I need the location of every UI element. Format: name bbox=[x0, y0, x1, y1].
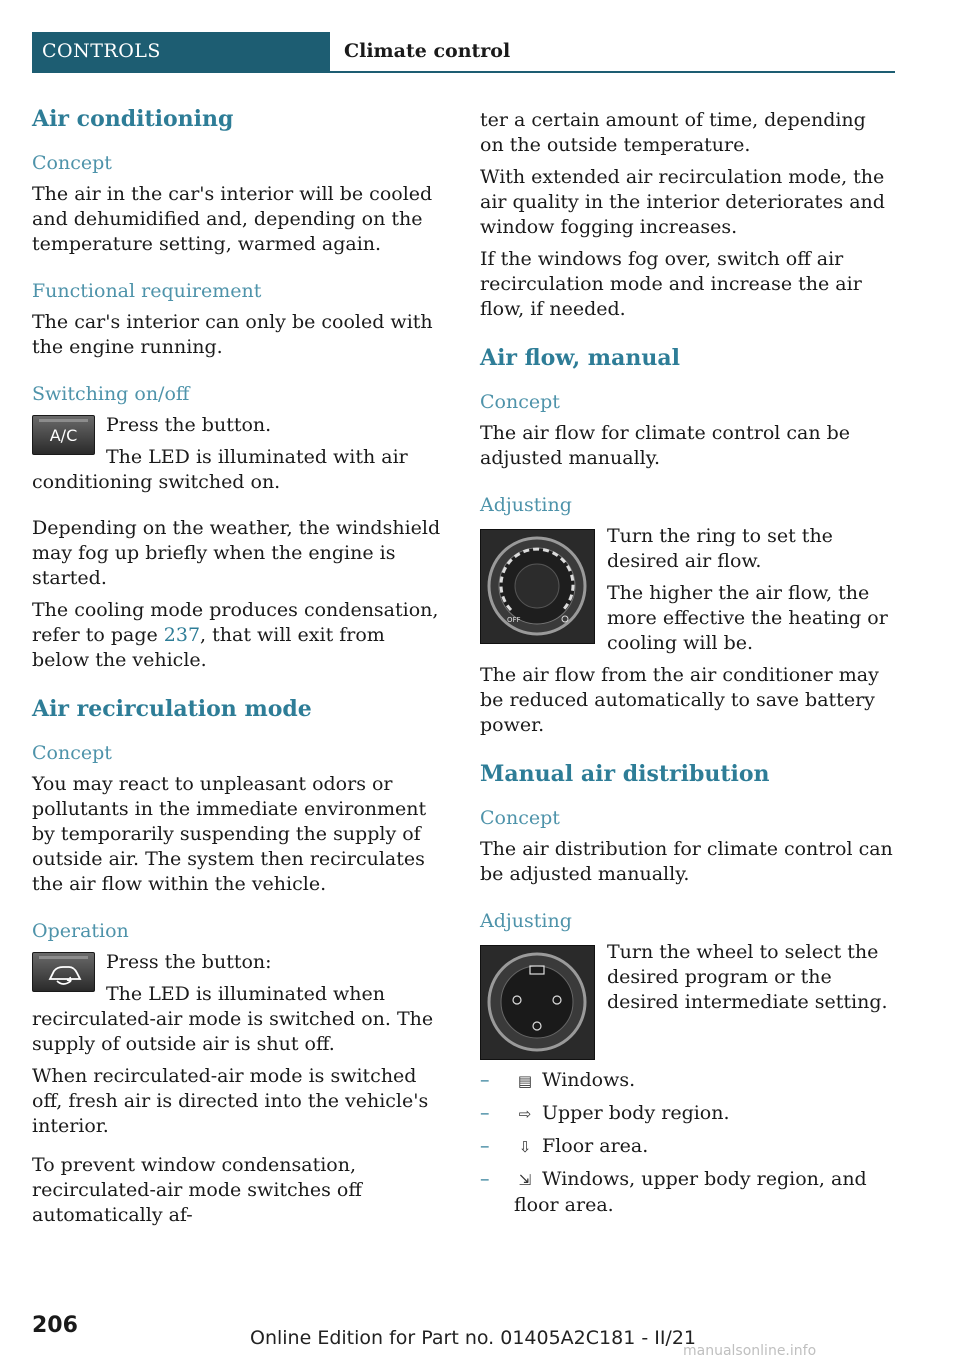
weather-paragraph: Depending on the weather, the windshield may fog up briefly when the engine is started. bbox=[32, 517, 441, 589]
turn-ring-text: Turn the ring to set the desired air flow. bbox=[607, 525, 833, 572]
list-dash: – bbox=[480, 1069, 490, 1091]
chapter-title: Climate control bbox=[344, 40, 511, 62]
upper-body-airflow-icon: ⇨ bbox=[518, 1105, 532, 1123]
press-button-text: Press the button. bbox=[106, 414, 272, 436]
cooling-text-start: The cooling mode produces condensation, refer to page bbox=[32, 599, 439, 646]
distribution-wheel-icon bbox=[481, 946, 594, 1059]
recirculation-car-icon bbox=[33, 953, 94, 991]
subheading-adjusting: Adjusting bbox=[480, 494, 572, 516]
left-column bbox=[32, 104, 447, 1235]
subheading-operation: Operation bbox=[32, 920, 129, 942]
distribution-knob-row bbox=[480, 940, 895, 1068]
continuation-paragraph: ter a certain amount of time, depending on the outside temperature. bbox=[480, 109, 866, 156]
list-item bbox=[480, 1134, 895, 1160]
page-link-237[interactable]: 237 bbox=[163, 624, 201, 646]
list-dash: – bbox=[480, 1168, 490, 1190]
airflow-knob-image bbox=[480, 529, 595, 644]
recirc-button-row bbox=[32, 950, 447, 1064]
list-item-text: Windows, upper body region, and floor area. bbox=[514, 1168, 867, 1216]
cooling-paragraph bbox=[32, 598, 447, 673]
edition-footer: Online Edition for Part no. 01405A2C181 - II/21 bbox=[250, 1327, 697, 1349]
led-indicator bbox=[39, 419, 88, 422]
subheading-distribution-adjusting: Adjusting bbox=[480, 910, 572, 932]
switched-off-paragraph: When recirculated-air mode is switched off, fresh air is directed into the vehicle's interior. bbox=[32, 1065, 429, 1137]
led-recirc-paragraph: The LED is illuminated when recirculated-air mode is switched on. The supply of outside air is shut off. bbox=[32, 983, 434, 1055]
ac-button-image bbox=[32, 415, 95, 455]
watermark: manualsonline.info bbox=[683, 1343, 817, 1359]
list-item-text: Windows. bbox=[542, 1069, 636, 1091]
functional-requirement-paragraph: The car's interior can only be cooled with the engine running. bbox=[32, 311, 433, 358]
extended-mode-paragraph: With extended air recirculation mode, the air quality in the interior deteriorates and window fogging increases. bbox=[480, 166, 885, 238]
distribution-list bbox=[480, 1068, 895, 1218]
recirc-button-image bbox=[32, 952, 95, 992]
section-label: CONTROLS bbox=[32, 32, 330, 71]
page-header bbox=[32, 32, 895, 73]
press-button-colon-text: Press the button: bbox=[106, 951, 272, 973]
recirc-concept-paragraph: You may react to unpleasant odors or pollutants in the immediate environment by temporarily suspending the supply of outside air. The system then recirculates the air flow within the vehicle. bbox=[32, 773, 427, 895]
airflow-knob-row bbox=[480, 524, 895, 663]
prevent-condensation-paragraph: To prevent window condensation, recirculated-air mode switches off automatically af- bbox=[32, 1154, 362, 1226]
right-column bbox=[480, 108, 895, 1225]
list-dash: – bbox=[480, 1135, 490, 1157]
heading-manual-air-distribution: Manual air distribution bbox=[480, 761, 770, 787]
airflow-ring-icon bbox=[481, 530, 594, 643]
windshield-icon: ▤ bbox=[517, 1072, 533, 1090]
subheading-airflow-concept: Concept bbox=[480, 391, 560, 413]
knob-off-label: OFF bbox=[507, 616, 521, 624]
fog-paragraph: If the windows fog over, switch off air recirculation mode and increase the air flow, if needed. bbox=[480, 248, 862, 320]
concept-paragraph: The air in the car's interior will be cooled and dehumidified and, depending on the temperature setting, warmed again. bbox=[32, 183, 433, 255]
heading-air-flow-manual: Air flow, manual bbox=[480, 345, 680, 371]
list-dash: – bbox=[480, 1102, 490, 1124]
floor-airflow-icon: ⇩ bbox=[518, 1138, 532, 1156]
list-item bbox=[480, 1068, 895, 1094]
turn-wheel-text: Turn the wheel to select the desired program or the desired intermediate setting. bbox=[607, 941, 888, 1013]
subheading-switching: Switching on/off bbox=[32, 383, 190, 405]
subheading-distribution-concept: Concept bbox=[480, 807, 560, 829]
higher-airflow-text: The higher the air flow, the more effective the heating or cooling will be. bbox=[607, 582, 888, 654]
airflow-concept-paragraph: The air flow for climate control can be adjusted manually. bbox=[480, 422, 851, 469]
combined-airflow-icon: ⇲ bbox=[518, 1171, 532, 1189]
ac-button-label: A/C bbox=[49, 426, 78, 445]
ac-button-row bbox=[32, 413, 447, 502]
list-item-text: Upper body region. bbox=[542, 1102, 730, 1124]
list-item bbox=[480, 1167, 895, 1218]
distribution-concept-paragraph: The air distribution for climate control can be adjusted manually. bbox=[480, 838, 893, 885]
list-item-text: Floor area. bbox=[542, 1135, 649, 1157]
distribution-wheel-image bbox=[480, 945, 595, 1060]
heading-air-recirculation: Air recirculation mode bbox=[32, 696, 312, 722]
heading-air-conditioning: Air conditioning bbox=[32, 106, 234, 132]
subheading-concept: Concept bbox=[32, 152, 112, 174]
cooling-text-end: , that will exit from below the vehicle. bbox=[32, 624, 385, 671]
reduced-airflow-paragraph: The air flow from the air conditioner may be reduced automatically to save battery power. bbox=[480, 664, 879, 736]
subheading-recirc-concept: Concept bbox=[32, 742, 112, 764]
page-number: 206 bbox=[32, 1313, 78, 1338]
subheading-functional-requirement: Functional requirement bbox=[32, 280, 262, 302]
led-ac-paragraph: The LED is illuminated with air conditioning switched on. bbox=[32, 446, 408, 493]
list-item bbox=[480, 1101, 895, 1127]
